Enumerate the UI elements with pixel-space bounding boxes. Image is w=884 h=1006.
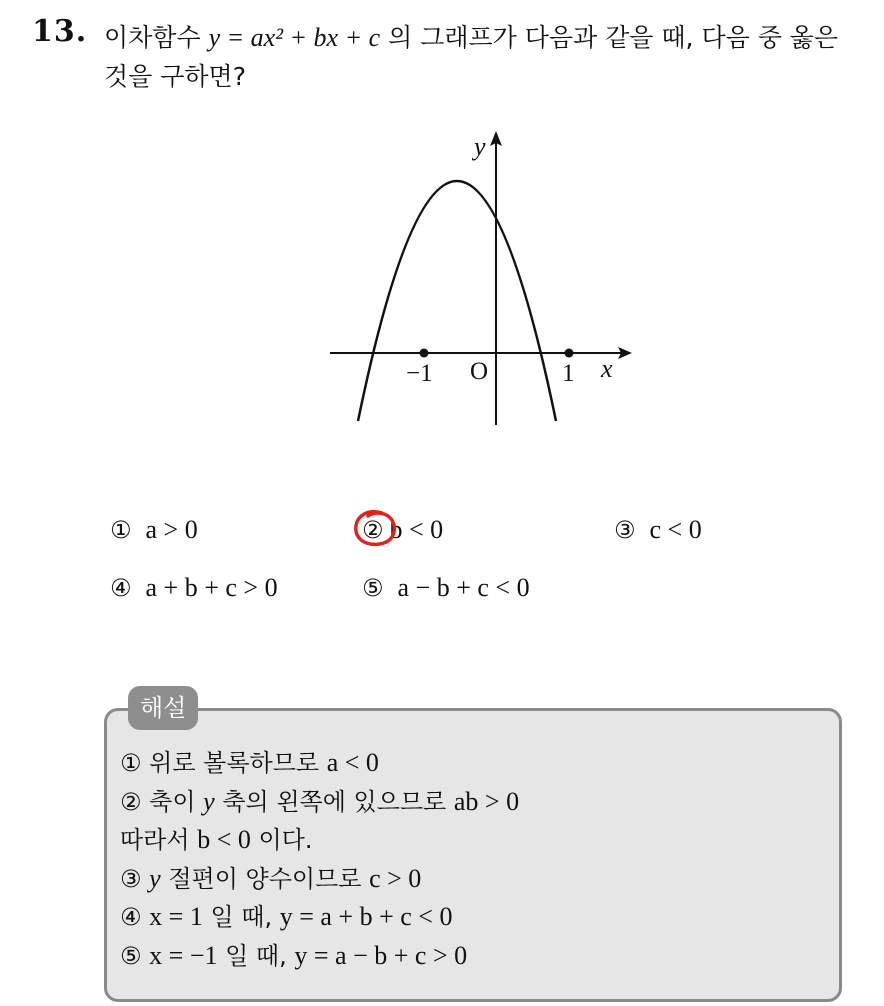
solution-line-4 — [120, 860, 519, 899]
solution-lines — [120, 744, 519, 975]
solution-line-3 — [120, 821, 519, 860]
point-pos1 — [565, 349, 574, 358]
choice-1[interactable] — [110, 515, 198, 545]
solution-line-6-expr2: y = a − b + c > 0 — [294, 940, 468, 970]
question-text — [104, 18, 874, 96]
solution-line-1 — [120, 744, 519, 783]
parabola-curve — [358, 181, 556, 421]
choice-5-expr: a − b + c < 0 — [397, 573, 530, 602]
solution-line-6 — [120, 937, 519, 976]
solution-line-1-text: ① 위로 볼록하므로 — [120, 749, 327, 777]
solution-line-2-var: y — [203, 786, 215, 816]
question-number: 13. — [32, 14, 88, 49]
solution-line-4-var: y — [149, 863, 161, 893]
question-line-1 — [104, 18, 874, 57]
choice-5[interactable] — [362, 573, 530, 603]
choice-2-expr: b < 0 — [389, 515, 444, 544]
question-line-2: 것을 구하면? — [104, 62, 246, 91]
solution-line-3-text: 따라서 — [120, 826, 198, 854]
choice-1-expr: a > 0 — [145, 515, 198, 544]
solution-line-5-expr: x = 1 — [149, 902, 203, 931]
origin-label: O — [470, 358, 489, 385]
solution-line-6-text2: 일 때, — [217, 941, 295, 970]
solution-line-5-expr2: y = a + b + c < 0 — [279, 902, 453, 931]
solution-line-2-expr: ab > 0 — [453, 786, 520, 816]
choice-3[interactable] — [614, 515, 702, 545]
solution-line-4-expr: c > 0 — [369, 863, 422, 893]
choice-1-number: ① — [110, 516, 132, 544]
solution-line-1-expr: a < 0 — [326, 748, 379, 777]
choice-2-number: ② — [362, 516, 384, 544]
solution-line-6-text: ⑤ — [120, 941, 150, 970]
selected-answer-circle — [352, 508, 398, 550]
x-axis-label: x — [601, 354, 613, 383]
question-suffix: 의 그래프가 다음과 같을 때, 다음 중 옳은 — [388, 23, 839, 52]
solution-label: 해설 — [128, 686, 198, 730]
solution-line-3-text2: 이다. — [250, 826, 313, 854]
choice-3-number: ③ — [614, 516, 636, 544]
solution-line-2 — [120, 783, 519, 822]
solution-line-2-text2: 축의 왼쪽에 있으므로 — [214, 787, 454, 816]
tick-label-pos1: 1 — [562, 360, 575, 387]
solution-line-6-expr: x = −1 — [149, 940, 218, 970]
question-prefix: 이차함수 — [104, 23, 201, 52]
solution-line-3-expr: b < 0 — [197, 825, 251, 854]
y-axis-label: y — [474, 132, 486, 161]
solution-line-4-text: ③ — [120, 864, 150, 893]
point-neg1 — [420, 349, 429, 358]
solution-line-5-text2: 일 때, — [202, 903, 280, 931]
parabola-graph — [320, 125, 640, 435]
choice-4-number: ④ — [110, 574, 132, 602]
choice-5-number: ⑤ — [362, 574, 384, 602]
solution-line-5 — [120, 898, 519, 937]
solution-line-4-text2: 절편이 양수이므로 — [160, 864, 370, 893]
tick-label-neg1: −1 — [406, 360, 433, 387]
solution-line-2-text: ② 축이 — [120, 787, 204, 816]
choice-4-expr: a + b + c > 0 — [145, 573, 278, 602]
question-equation: y = ax² + bx + c — [208, 23, 381, 52]
choice-3-expr: c < 0 — [649, 515, 702, 544]
solution-line-5-text: ④ — [120, 903, 150, 931]
choice-4[interactable] — [110, 573, 278, 603]
